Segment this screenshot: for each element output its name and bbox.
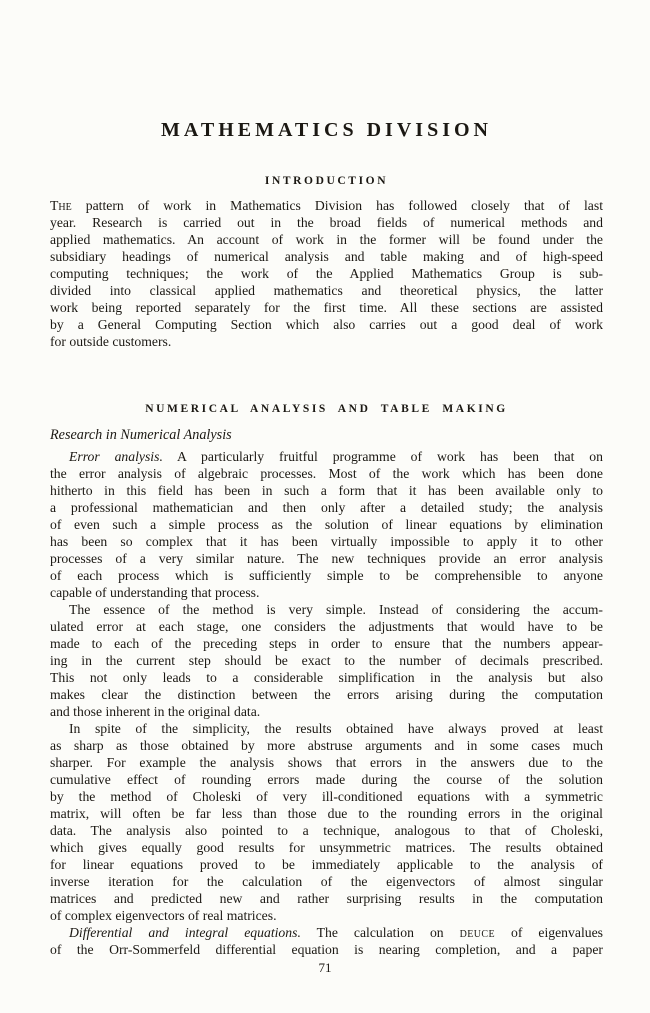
document-section bbox=[50, 175, 603, 350]
text-line bbox=[50, 265, 603, 282]
text-run: The essence of the method is very simple. Instead of considering the accum- bbox=[69, 602, 603, 617]
text-run: cumulative effect of rounding errors made during the course of the solution bbox=[50, 772, 603, 787]
text-run: matrix, will often be far less than those due to the rounding errors in the original bbox=[50, 806, 603, 821]
text-run: work being reported separately for the first time. All these sections are assisted bbox=[50, 300, 603, 315]
text-run: capable of understanding that process. bbox=[50, 585, 260, 600]
text-line bbox=[50, 754, 603, 771]
text-run: This not only leads to a considerable simplification in the analysis but also bbox=[50, 670, 603, 685]
text-line bbox=[50, 482, 603, 499]
document-section bbox=[50, 403, 603, 958]
text-line bbox=[50, 618, 603, 635]
italic-run: Differential and integral equations. bbox=[69, 925, 301, 940]
text-line bbox=[50, 822, 603, 839]
text-line bbox=[50, 567, 603, 584]
text-run: subsidiary headings of numerical analysis and table making and of high-speed bbox=[50, 249, 603, 264]
text-run: divided into classical applied mathematics and theoretical physics, the latter bbox=[50, 283, 603, 298]
text-run: processes of a very similar nature. The new techniques provide an error analysis bbox=[50, 551, 603, 566]
text-run: of complex eigenvectors of real matrices. bbox=[50, 908, 277, 923]
text-line bbox=[50, 584, 603, 601]
text-run: The calculation on bbox=[300, 925, 460, 940]
text-line bbox=[50, 720, 603, 737]
text-run: of each process which is sufficiently simple to be comprehensible to anyone bbox=[50, 568, 603, 583]
text-line bbox=[50, 907, 603, 924]
text-run: A particularly fruitful programme of work has been that on bbox=[162, 449, 603, 464]
text-line bbox=[50, 652, 603, 669]
text-run: ing in the current step should be exact to the number of decimals prescribed. bbox=[50, 653, 603, 668]
text-run: makes clear the distinction between the errors arising during the computation bbox=[50, 687, 603, 702]
text-line bbox=[50, 703, 603, 720]
text-run: In spite of the simplicity, the results obtained have always proved at least bbox=[69, 721, 603, 736]
section-subheading: Research in Numerical Analysis bbox=[50, 427, 232, 443]
text-line bbox=[50, 516, 603, 533]
text-line bbox=[50, 231, 603, 248]
text-run: of even such a simple process as the solution of linear equations by elimination bbox=[50, 517, 603, 532]
text-line bbox=[50, 856, 603, 873]
text-line bbox=[50, 533, 603, 550]
text-run: year. Research is carried out in the broad fields of numerical methods and bbox=[50, 215, 603, 230]
text-line bbox=[50, 248, 603, 265]
page-number: 71 bbox=[318, 960, 332, 975]
text-line bbox=[50, 333, 603, 350]
text-line bbox=[50, 214, 603, 231]
text-run: by the method of Choleski of very ill-conditioned equations with a symmetric bbox=[50, 789, 603, 804]
text-line bbox=[50, 316, 603, 333]
section-paragraphs bbox=[50, 197, 603, 350]
text-run: data. The analysis also pointed to a technique, analogous to that of Choleski, bbox=[50, 823, 603, 838]
text-line bbox=[50, 686, 603, 703]
text-line bbox=[50, 873, 603, 890]
text-run: made to each of the preceding steps in order to ensure that the numbers appear- bbox=[50, 636, 603, 651]
text-line bbox=[50, 448, 603, 465]
text-run: computing techniques; the work of the Applied Mathematics Group is sub- bbox=[50, 266, 603, 281]
paragraph bbox=[50, 720, 603, 924]
text-run: for outside customers. bbox=[50, 334, 172, 349]
text-run: matrices and predicted new and rather surprising results in the computation bbox=[50, 891, 603, 906]
text-run: as sharp as those obtained by more abstruse arguments and in some cases much bbox=[50, 738, 603, 753]
text-run: inverse iteration for the calculation of the eigenvectors of almost singular bbox=[50, 874, 603, 889]
text-run: of the Orr-Sommerfeld differential equation is nearing completion, and a paper bbox=[50, 942, 603, 957]
smallcaps-run: deuce bbox=[459, 925, 495, 940]
text-line bbox=[50, 282, 603, 299]
paragraph bbox=[50, 601, 603, 720]
paragraph bbox=[50, 197, 603, 350]
text-line bbox=[50, 635, 603, 652]
text-run: which gives equally good results for unsymmetric matrices. The results obtained bbox=[50, 840, 603, 855]
text-run: has been so complex that it has been virtually impossible to apply it to other bbox=[50, 534, 603, 549]
text-line bbox=[50, 550, 603, 567]
paragraph bbox=[50, 448, 603, 601]
section-paragraphs bbox=[50, 448, 603, 958]
text-line bbox=[50, 499, 603, 516]
text-line bbox=[50, 839, 603, 856]
text-run: of eigenvalues bbox=[494, 925, 603, 940]
text-run: the error analysis of algebraic processes. Most of the work which has been done bbox=[50, 466, 603, 481]
page-title: MATHEMATICS DIVISION bbox=[161, 119, 492, 141]
text-run: hitherto in this field has been in such a form that it has been available only to bbox=[50, 483, 603, 498]
text-run: sharper. For example the analysis shows that errors in the answers due to the bbox=[50, 755, 603, 770]
section-heading: INTRODUCTION bbox=[264, 175, 389, 187]
smallcaps-run: The bbox=[50, 198, 72, 213]
text-line bbox=[50, 737, 603, 754]
text-line bbox=[50, 771, 603, 788]
paragraph bbox=[50, 924, 603, 958]
italic-run: Error analysis. bbox=[69, 449, 163, 464]
text-run: ulated error at each stage, one considers the adjustments that would have to be bbox=[50, 619, 603, 634]
text-line bbox=[50, 669, 603, 686]
text-run: and those inherent in the original data. bbox=[50, 704, 261, 719]
section-heading: NUMERICAL ANALYSIS AND TABLE MAKING bbox=[145, 403, 508, 415]
text-line bbox=[50, 924, 603, 941]
text-line bbox=[50, 788, 603, 805]
text-run: pattern of work in Mathematics Division has followed closely that of last bbox=[71, 198, 603, 213]
text-line bbox=[50, 197, 603, 214]
text-line bbox=[50, 941, 603, 958]
text-run: for linear equations proved to be immediately applicable to the analysis of bbox=[50, 857, 603, 872]
text-line bbox=[50, 890, 603, 907]
text-line bbox=[50, 805, 603, 822]
text-run: by a General Computing Section which also carries out a good deal of work bbox=[50, 317, 603, 332]
text-line bbox=[50, 299, 603, 316]
text-run: applied mathematics. An account of work in the former will be found under the bbox=[50, 232, 603, 247]
text-run: a professional mathematician and then only after a detailed study; the analysis bbox=[50, 500, 603, 515]
text-line bbox=[50, 465, 603, 482]
document-body bbox=[50, 175, 603, 958]
text-line bbox=[50, 601, 603, 618]
